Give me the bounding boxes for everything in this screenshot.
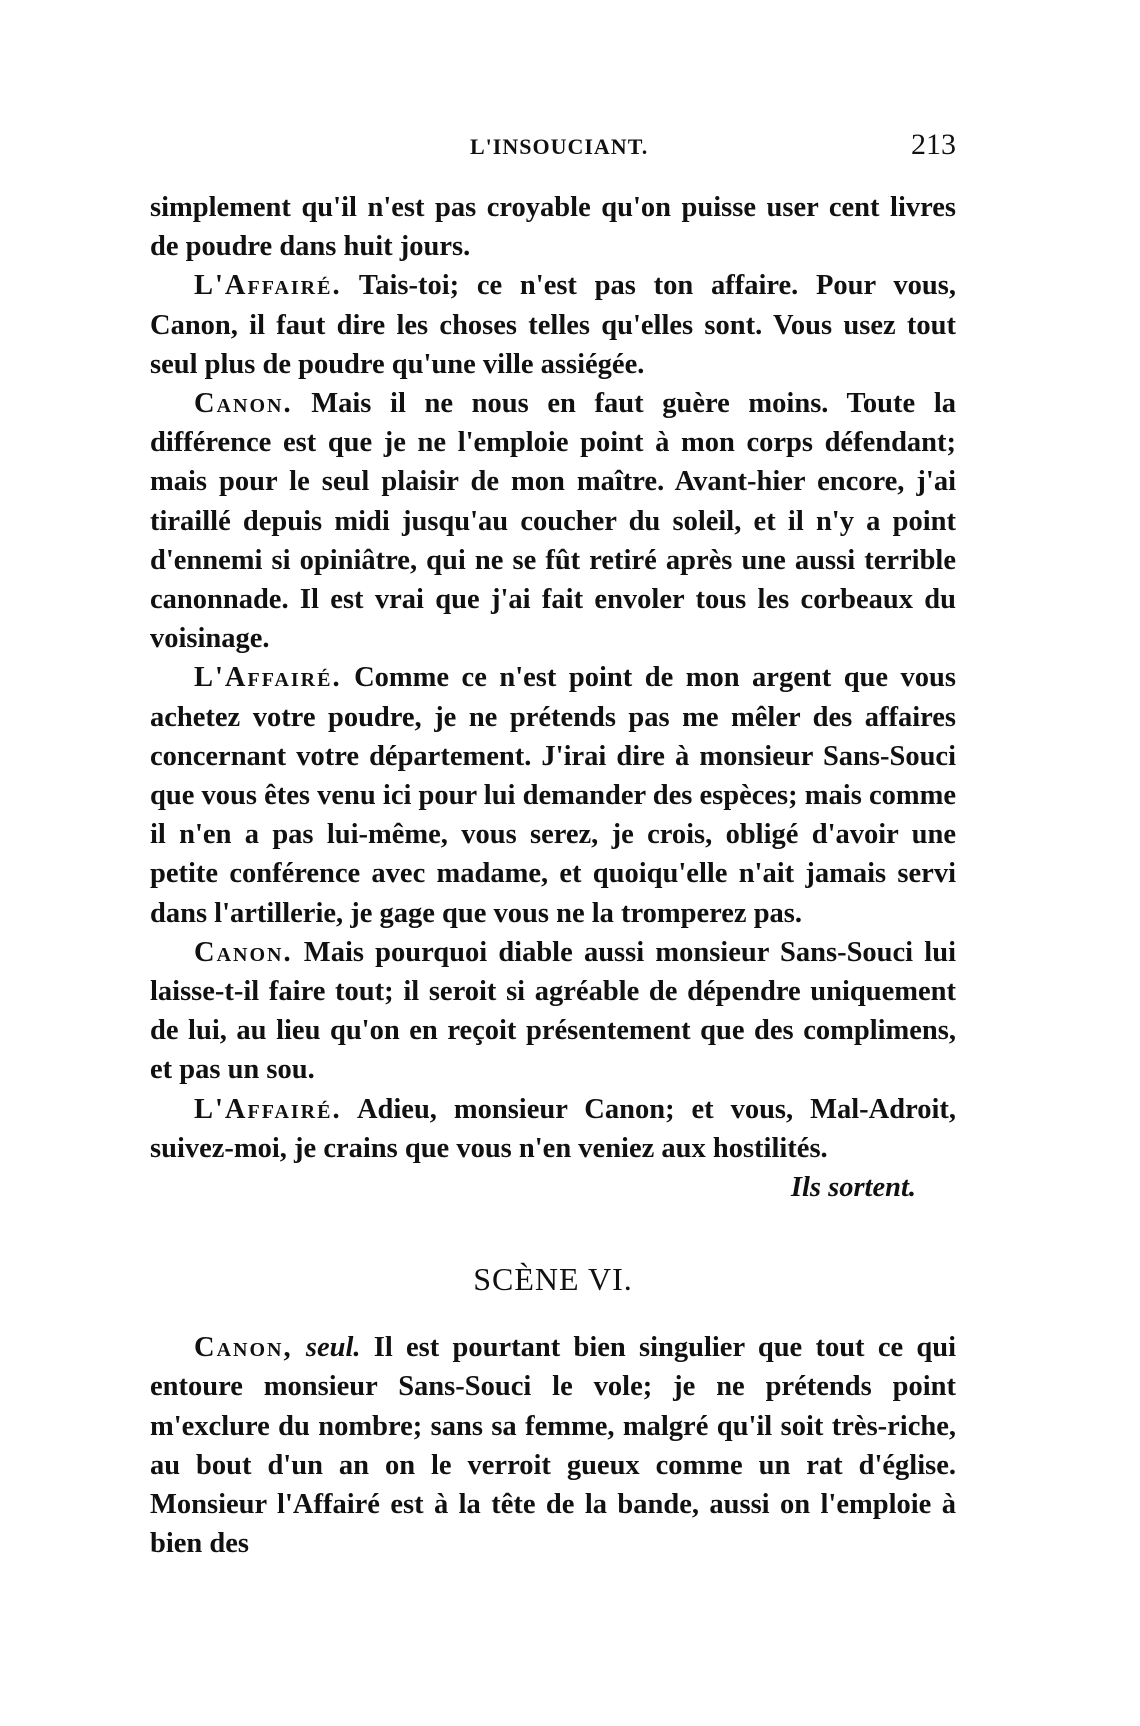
speaker-name: Canon.	[194, 388, 293, 420]
paragraph-affaire-2	[150, 658, 956, 932]
stage-direction: Ils sortent.	[790, 1172, 916, 1204]
paragraph-text: Il est pourtant bien singulier que tout ce qui entoure monsieur Sans-Souci le vole; je ne prétends point m'exclure du nombre; sans sa femme, malgré qu'il soit très-riche, au bout d'un an on le verroit gueux comme un rat d'église. Monsieur l'Affairé est à la tête de la bande, aussi on l'emploie à bien des	[150, 1332, 956, 1560]
paragraph-text: Mais il ne nous en faut guère moins. Toute la différence est que je ne l'emploie point à mon corps défendant; mais pour le seul plaisir de mon maître. Avant-hier encore, j'ai tiraillé depuis midi jusqu'au coucher du soleil, et il n'y a point d'ennemi si opiniâtre, qui ne se fût retiré après une aussi terrible canonnade. Il est vrai que j'ai fait envoler tous les corbeaux du voisinage.	[150, 388, 956, 655]
running-head	[150, 120, 956, 160]
page-number: 213	[911, 128, 956, 161]
paragraph-text: simplement qu'il n'est pas croyable qu'on puisse user cent livres de poudre dans huit jours.	[150, 192, 956, 263]
paragraph-text: Adieu, monsieur Canon; et vous, Mal-Adroit, suivez-moi, je crains que vous n'en veniez aux hostilités.	[150, 1093, 956, 1164]
scene-text	[150, 1328, 956, 1563]
speaker-name: L'Affairé.	[194, 270, 342, 302]
speaker-name: Canon,	[194, 1332, 293, 1364]
paragraph-canon-monologue	[150, 1328, 956, 1563]
speaker-name: L'Affairé.	[194, 1093, 342, 1125]
scene-title: SCÈNE VI.	[473, 1261, 633, 1298]
paragraph-text: Tais-toi; ce n'est pas ton affaire. Pour vous, Canon, il faut dire les choses telles qu'elles sont. Vous usez tout seul plus de poudre qu'une ville assiégée.	[150, 270, 956, 380]
aside-direction: seul.	[305, 1332, 361, 1364]
book-page	[150, 120, 956, 1564]
paragraph-text: Comme ce n'est point de mon argent que vous achetez votre poudre, je ne prétends pas me mêler des affaires concernant votre département. J'irai dire à monsieur Sans-Souci que vous êtes venu ici pour lui demander des espèces; mais comme il n'en a pas lui-même, vous serez, je crois, obligé d'avoir une petite conférence avec madame, et quoiqu'elle n'ait jamais servi dans l'artillerie, je gage que vous ne la tromperez pas.	[150, 662, 956, 929]
paragraph-continuation	[150, 188, 956, 266]
paragraph-affaire-3	[150, 1090, 956, 1168]
paragraph-text: Mais pourquoi diable aussi monsieur Sans-Souci lui laisse-t-il faire tout; il seroit si agréable de dépendre uniquement de lui, au lieu qu'on en reçoit présentement que des complimens, et pas un sou.	[150, 936, 956, 1086]
dialogue-text	[150, 188, 956, 1207]
paragraph-canon-2	[150, 933, 956, 1090]
paragraph-affaire-1	[150, 266, 956, 384]
paragraph-canon-1	[150, 384, 956, 658]
speaker-name: L'Affairé.	[194, 662, 342, 694]
running-title: L'INSOUCIANT.	[470, 134, 649, 159]
speaker-name: Canon.	[194, 936, 293, 968]
